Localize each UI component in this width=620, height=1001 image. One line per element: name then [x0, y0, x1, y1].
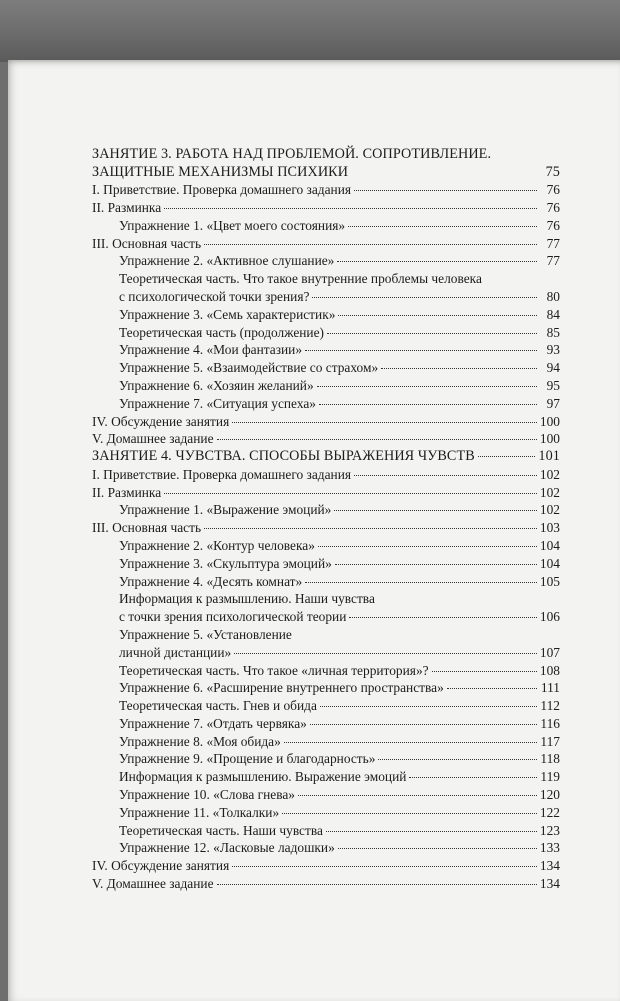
- toc-entry: IV. Обсуждение занятия 134: [92, 858, 560, 874]
- toc-entry: Упражнение 7. «Отдать червяка» 116: [119, 715, 560, 731]
- toc-entry: Упражнение 3. «Скульптура эмоций» 104: [119, 555, 560, 571]
- lesson-3-title-line1: ЗАНЯТИЕ 3. РАБОТА НАД ПРОБЛЕМОЙ. СОПРОТИВЛЕНИЕ.: [92, 146, 492, 162]
- toc-entry: личной дистанции» 107: [119, 644, 560, 660]
- toc-entry: V. Домашнее задание 100: [92, 431, 560, 447]
- toc-entry: III. Основная часть 103: [92, 520, 560, 536]
- toc-entry: Упражнение 2. «Контур человека» 104: [119, 537, 560, 553]
- lesson-3-title-line2: ЗАЩИТНЫЕ МЕХАНИЗМЫ ПСИХИКИ: [92, 163, 349, 180]
- toc-entry: Упражнение 4. «Десять комнат» 105: [119, 573, 560, 589]
- scan-background: [0, 0, 620, 62]
- toc-entry: Теоретическая часть (продолжение) 85: [119, 324, 560, 340]
- toc-entry: I. Приветствие. Проверка домашнего задания 102: [92, 466, 560, 482]
- table-of-contents: [92, 146, 560, 893]
- toc-entry: Упражнение 2. «Активное слушание» 77: [119, 253, 560, 269]
- toc-entry: Информация к размышлению. Выражение эмоций 119: [119, 769, 560, 785]
- lesson-4-title-page: 101: [538, 448, 560, 465]
- toc-entry: II. Разминка 102: [92, 484, 560, 500]
- toc-entry: II. Разминка 76: [92, 199, 560, 215]
- toc-entry: Упражнение 9. «Прощение и благодарность» 118: [119, 751, 560, 767]
- toc-entry: Теоретическая часть. Что такое «личная территория»? 108: [119, 662, 560, 678]
- toc-entry: Теоретическая часть. Наши чувства 123: [119, 822, 560, 838]
- toc-entry: Упражнение 12. «Ласковые ладошки» 133: [119, 840, 560, 856]
- lesson-4-title: ЗАНЯТИЕ 4. ЧУВСТВА. СПОСОБЫ ВЫРАЖЕНИЯ ЧУВСТВ: [92, 448, 475, 465]
- toc-entry: I. Приветствие. Проверка домашнего задания 76: [92, 182, 560, 198]
- toc-entry: Упражнение 1. «Выражение эмоций» 102: [119, 502, 560, 518]
- toc-entry: Упражнение 11. «Толкалки» 122: [119, 804, 560, 820]
- lesson-3-heading: [92, 146, 560, 181]
- toc-entry: V. Домашнее задание 134: [92, 876, 560, 892]
- lesson-4-heading: [92, 448, 560, 466]
- toc-entry: с психологической точки зрения? 80: [119, 288, 560, 304]
- toc-entry: Упражнение 6. «Расширение внутреннего пространства» 111: [119, 680, 560, 696]
- toc-entry: Упражнение 6. «Хозяин желаний» 95: [119, 377, 560, 393]
- toc-entry: III. Основная часть 77: [92, 235, 560, 251]
- toc-entry: Упражнение 5. «Взаимодействие со страхом» 94: [119, 360, 560, 376]
- toc-entry: Упражнение 10. «Слова гнева» 120: [119, 787, 560, 803]
- lesson-3-title-page: 75: [545, 163, 560, 180]
- toc-entry: с точки зрения психологической теории 106: [119, 609, 560, 625]
- toc-entry: Упражнение 8. «Моя обида» 117: [119, 733, 560, 749]
- toc-entry: Теоретическая часть. Гнев и обида 112: [119, 698, 560, 714]
- toc-entry: Упражнение 7. «Ситуация успеха» 97: [119, 395, 560, 411]
- toc-entry: Упражнение 1. «Цвет моего состояния» 76: [119, 217, 560, 233]
- toc-entry: Упражнение 4. «Мои фантазии» 93: [119, 342, 560, 358]
- toc-entry-text: Упражнение 5. «Установление: [119, 626, 292, 642]
- toc-entry-text: Теоретическая часть. Что такое внутренние проблемы человека: [119, 271, 482, 287]
- toc-entry: IV. Обсуждение занятия 100: [92, 413, 560, 429]
- book-page: [8, 60, 620, 1001]
- toc-entry-text: Информация к размышлению. Наши чувства: [119, 591, 375, 607]
- toc-entry: Упражнение 3. «Семь характеристик» 84: [119, 306, 560, 322]
